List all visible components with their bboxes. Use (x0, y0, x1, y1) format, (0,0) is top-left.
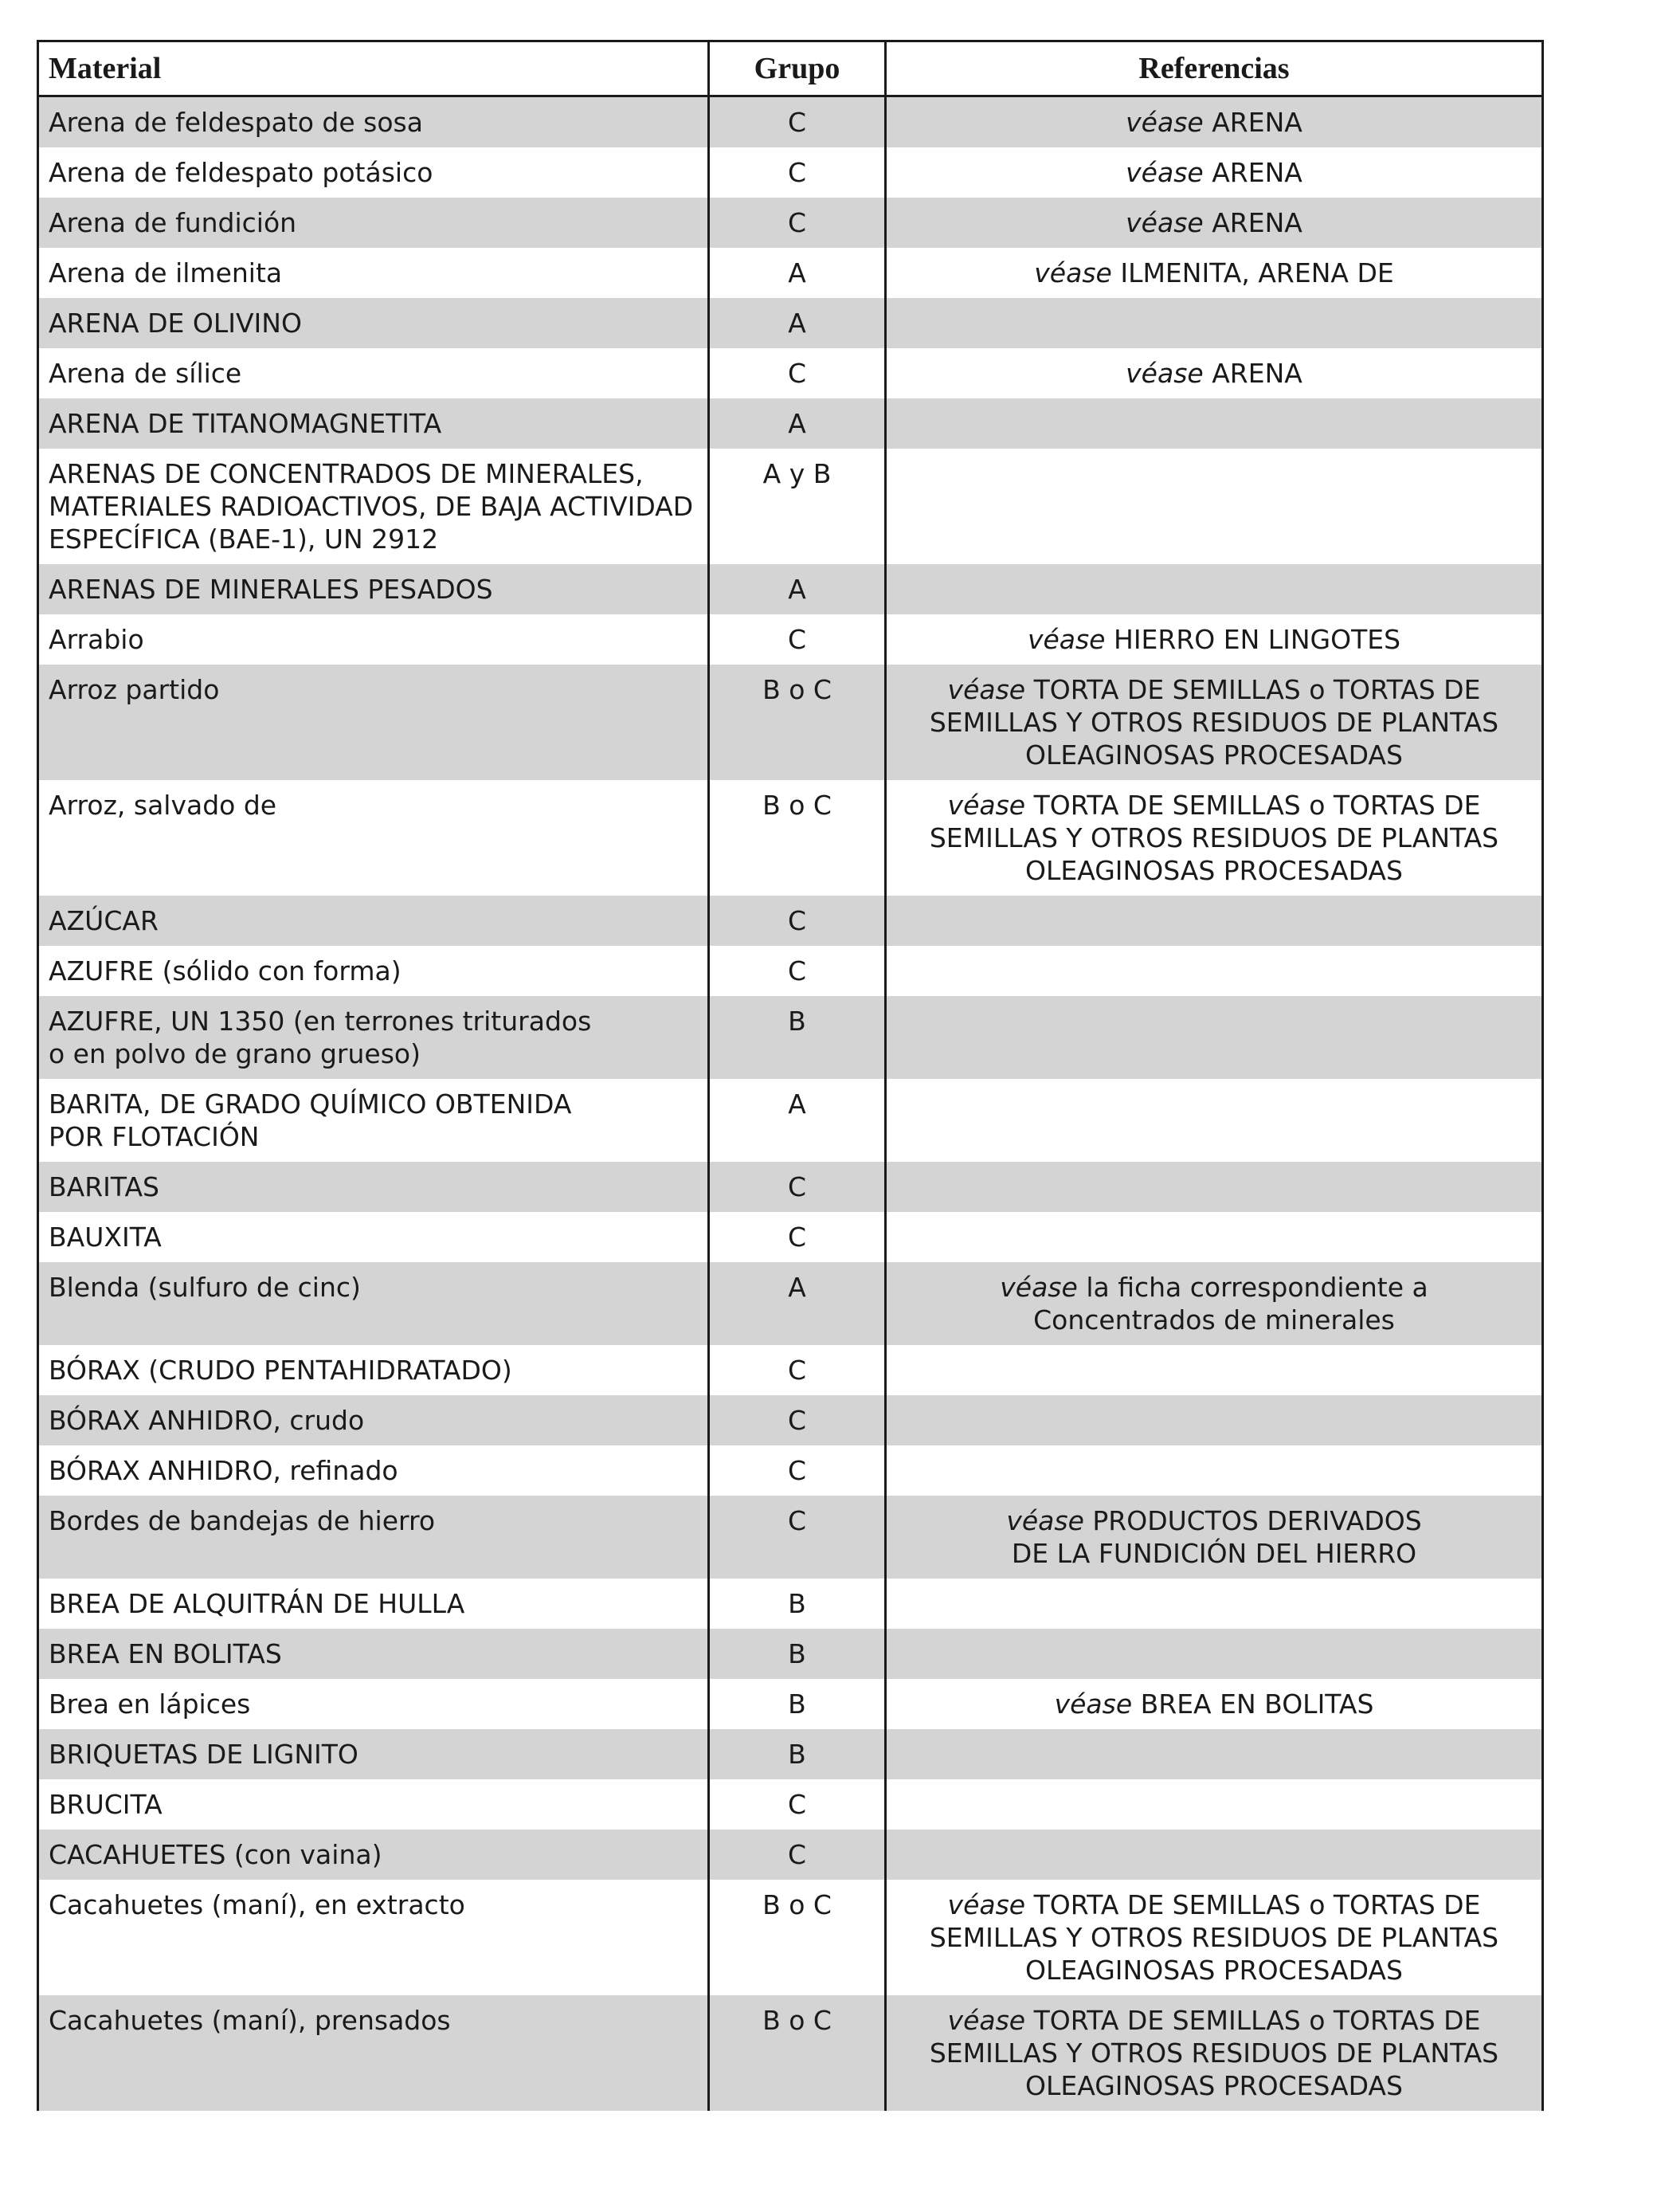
referencias-cell (886, 896, 1543, 946)
grupo-cell: B o C (709, 1995, 886, 2111)
referencias-cell (886, 1779, 1543, 1830)
grupo-cell: A (709, 298, 886, 348)
grupo-cell: A (709, 1262, 886, 1345)
grupo-cell: C (709, 147, 886, 198)
reference-text: la ficha correspondiente a Concentrados de minerales (1033, 1272, 1428, 1335)
material-cell: BÓRAX (CRUDO PENTAHIDRATADO) (38, 1345, 709, 1395)
header-row (38, 41, 1543, 96)
referencias-cell (886, 147, 1543, 198)
material-cell: BREA DE ALQUITRÁN DE HULLA (38, 1579, 709, 1629)
table-row (38, 1395, 1543, 1445)
reference-text: TORTA DE SEMILLAS o TORTAS DE SEMILLAS Y OTROS RESIDUOS DE PLANTAS OLEAGINOSAS PROCESADAS (929, 1889, 1499, 1986)
referencias-cell (886, 996, 1543, 1079)
material-cell: ARENA DE OLIVINO (38, 298, 709, 348)
grupo-cell: C (709, 1212, 886, 1262)
table-row (38, 449, 1543, 564)
referencias-cell (886, 564, 1543, 614)
table-row (38, 1262, 1543, 1345)
material-cell: BAUXITA (38, 1212, 709, 1262)
table-row (38, 614, 1543, 665)
table-row (38, 1162, 1543, 1212)
table-row (38, 946, 1543, 996)
material-cell: Arena de feldespato de sosa (38, 96, 709, 148)
reference-text: ARENA (1212, 157, 1302, 188)
reference-text: ARENA (1212, 107, 1302, 138)
grupo-cell: C (709, 946, 886, 996)
referencias-cell (886, 1830, 1543, 1880)
referencias-cell (886, 1262, 1543, 1345)
grupo-cell: A y B (709, 449, 886, 564)
material-cell: AZÚCAR (38, 896, 709, 946)
grupo-cell: C (709, 1496, 886, 1579)
table-row (38, 348, 1543, 398)
grupo-cell: B (709, 1729, 886, 1779)
referencias-cell (886, 1579, 1543, 1629)
grupo-cell: B (709, 1679, 886, 1729)
reference-text: TORTA DE SEMILLAS o TORTAS DE SEMILLAS Y OTROS RESIDUOS DE PLANTAS OLEAGINOSAS PROCESADAS (929, 674, 1499, 771)
referencias-cell (886, 1162, 1543, 1212)
material-cell: AZUFRE (sólido con forma) (38, 946, 709, 996)
reference-text: ARENA (1212, 207, 1302, 238)
vease-label: véase (1126, 107, 1204, 138)
grupo-cell: B o C (709, 1880, 886, 1995)
table-row (38, 1445, 1543, 1496)
table-row (38, 248, 1543, 298)
referencias-cell (886, 1880, 1543, 1995)
referencias-cell (886, 398, 1543, 449)
referencias-cell (886, 1345, 1543, 1395)
grupo-cell: B o C (709, 665, 886, 780)
grupo-cell: A (709, 1079, 886, 1162)
table-row (38, 1345, 1543, 1395)
material-cell: BRIQUETAS DE LIGNITO (38, 1729, 709, 1779)
reference-text: ARENA (1212, 358, 1302, 389)
material-cell: Arena de fundición (38, 198, 709, 248)
material-cell: BÓRAX ANHIDRO, crudo (38, 1395, 709, 1445)
material-cell: Blenda (sulfuro de cinc) (38, 1262, 709, 1345)
referencias-cell (886, 614, 1543, 665)
grupo-cell: C (709, 1445, 886, 1496)
material-cell: BREA EN BOLITAS (38, 1629, 709, 1679)
vease-label: véase (1000, 1272, 1078, 1303)
reference-text: ILMENITA, ARENA DE (1120, 257, 1394, 288)
grupo-cell: C (709, 1345, 886, 1395)
grupo-cell: C (709, 348, 886, 398)
grupo-cell: C (709, 1830, 886, 1880)
referencias-cell (886, 1395, 1543, 1445)
header-grupo: Grupo (709, 41, 886, 96)
table-row (38, 1995, 1543, 2111)
table-row (38, 665, 1543, 780)
vease-label: véase (1034, 257, 1112, 288)
reference-text: PRODUCTOS DERIVADOS DE LA FUNDICIÓN DEL HIERRO (1011, 1505, 1422, 1569)
reference-text: TORTA DE SEMILLAS o TORTAS DE SEMILLAS Y OTROS RESIDUOS DE PLANTAS OLEAGINOSAS PROCESADAS (929, 790, 1499, 886)
grupo-cell: C (709, 1395, 886, 1445)
grupo-cell: C (709, 198, 886, 248)
table-row (38, 1679, 1543, 1729)
referencias-cell (886, 1729, 1543, 1779)
header-referencias: Referencias (886, 41, 1543, 96)
material-cell: BRUCITA (38, 1779, 709, 1830)
reference-text: HIERRO EN LINGOTES (1114, 624, 1401, 655)
grupo-cell: C (709, 1162, 886, 1212)
grupo-cell: C (709, 96, 886, 148)
materials-table (37, 40, 1544, 2111)
material-cell: ARENAS DE MINERALES PESADOS (38, 564, 709, 614)
vease-label: véase (1126, 358, 1204, 389)
referencias-cell (886, 1679, 1543, 1729)
table-row (38, 96, 1543, 148)
table-row (38, 564, 1543, 614)
material-cell: BARITA, DE GRADO QUÍMICO OBTENIDA POR FLOTACIÓN (38, 1079, 709, 1162)
table-row (38, 198, 1543, 248)
table-row (38, 1629, 1543, 1679)
vease-label: véase (1126, 157, 1204, 188)
table-row (38, 298, 1543, 348)
material-cell: Brea en lápices (38, 1679, 709, 1729)
vease-label: véase (1027, 624, 1106, 655)
grupo-cell: A (709, 398, 886, 449)
vease-label: véase (1126, 207, 1204, 238)
referencias-cell (886, 1496, 1543, 1579)
table-row (38, 1079, 1543, 1162)
vease-label: véase (1054, 1688, 1133, 1720)
table-row (38, 1880, 1543, 1995)
material-cell: CACAHUETES (con vaina) (38, 1830, 709, 1880)
table-row (38, 780, 1543, 896)
grupo-cell: A (709, 564, 886, 614)
table-row (38, 1779, 1543, 1830)
grupo-cell: C (709, 1779, 886, 1830)
referencias-cell (886, 946, 1543, 996)
referencias-cell (886, 1212, 1543, 1262)
grupo-cell: B (709, 1629, 886, 1679)
vease-label: véase (947, 674, 1026, 705)
referencias-cell (886, 1445, 1543, 1496)
vease-label: véase (947, 2005, 1026, 2036)
table-row (38, 1496, 1543, 1579)
material-cell: ARENAS DE CONCENTRADOS DE MINERALES, MATERIALES RADIOACTIVOS, DE BAJA ACTIVIDAD ESPECÍFICA (BAE-1), UN 2912 (38, 449, 709, 564)
material-cell: Arroz partido (38, 665, 709, 780)
referencias-cell (886, 780, 1543, 896)
material-cell: BARITAS (38, 1162, 709, 1212)
material-cell: AZUFRE, UN 1350 (en terrones triturados o en polvo de grano grueso) (38, 996, 709, 1079)
material-cell: Bordes de bandejas de hierro (38, 1496, 709, 1579)
material-cell: BÓRAX ANHIDRO, refinado (38, 1445, 709, 1496)
material-cell: Arena de sílice (38, 348, 709, 398)
referencias-cell (886, 96, 1543, 148)
vease-label: véase (947, 790, 1026, 821)
table-row (38, 1830, 1543, 1880)
reference-text: BREA EN BOLITAS (1140, 1688, 1374, 1720)
grupo-cell: C (709, 614, 886, 665)
grupo-cell: B o C (709, 780, 886, 896)
table-row (38, 147, 1543, 198)
referencias-cell (886, 1995, 1543, 2111)
material-cell: ARENA DE TITANOMAGNETITA (38, 398, 709, 449)
reference-text: TORTA DE SEMILLAS o TORTAS DE SEMILLAS Y OTROS RESIDUOS DE PLANTAS OLEAGINOSAS PROCESADAS (929, 2005, 1499, 2101)
material-cell: Cacahuetes (maní), en extracto (38, 1880, 709, 1995)
table-row (38, 896, 1543, 946)
material-cell: Arrabio (38, 614, 709, 665)
vease-label: véase (1006, 1505, 1084, 1536)
header-material: Material (38, 41, 709, 96)
table-row (38, 1212, 1543, 1262)
referencias-cell (886, 1629, 1543, 1679)
referencias-cell (886, 449, 1543, 564)
grupo-cell: B (709, 996, 886, 1079)
grupo-cell: B (709, 1579, 886, 1629)
material-cell: Cacahuetes (maní), prensados (38, 1995, 709, 2111)
table-row (38, 398, 1543, 449)
table-row (38, 1579, 1543, 1629)
vease-label: véase (947, 1889, 1026, 1920)
table-row (38, 996, 1543, 1079)
referencias-cell (886, 298, 1543, 348)
referencias-cell (886, 1079, 1543, 1162)
referencias-cell (886, 348, 1543, 398)
table-row (38, 1729, 1543, 1779)
grupo-cell: C (709, 896, 886, 946)
referencias-cell (886, 198, 1543, 248)
material-cell: Arena de ilmenita (38, 248, 709, 298)
material-cell: Arena de feldespato potásico (38, 147, 709, 198)
material-cell: Arroz, salvado de (38, 780, 709, 896)
grupo-cell: A (709, 248, 886, 298)
referencias-cell (886, 665, 1543, 780)
referencias-cell (886, 248, 1543, 298)
